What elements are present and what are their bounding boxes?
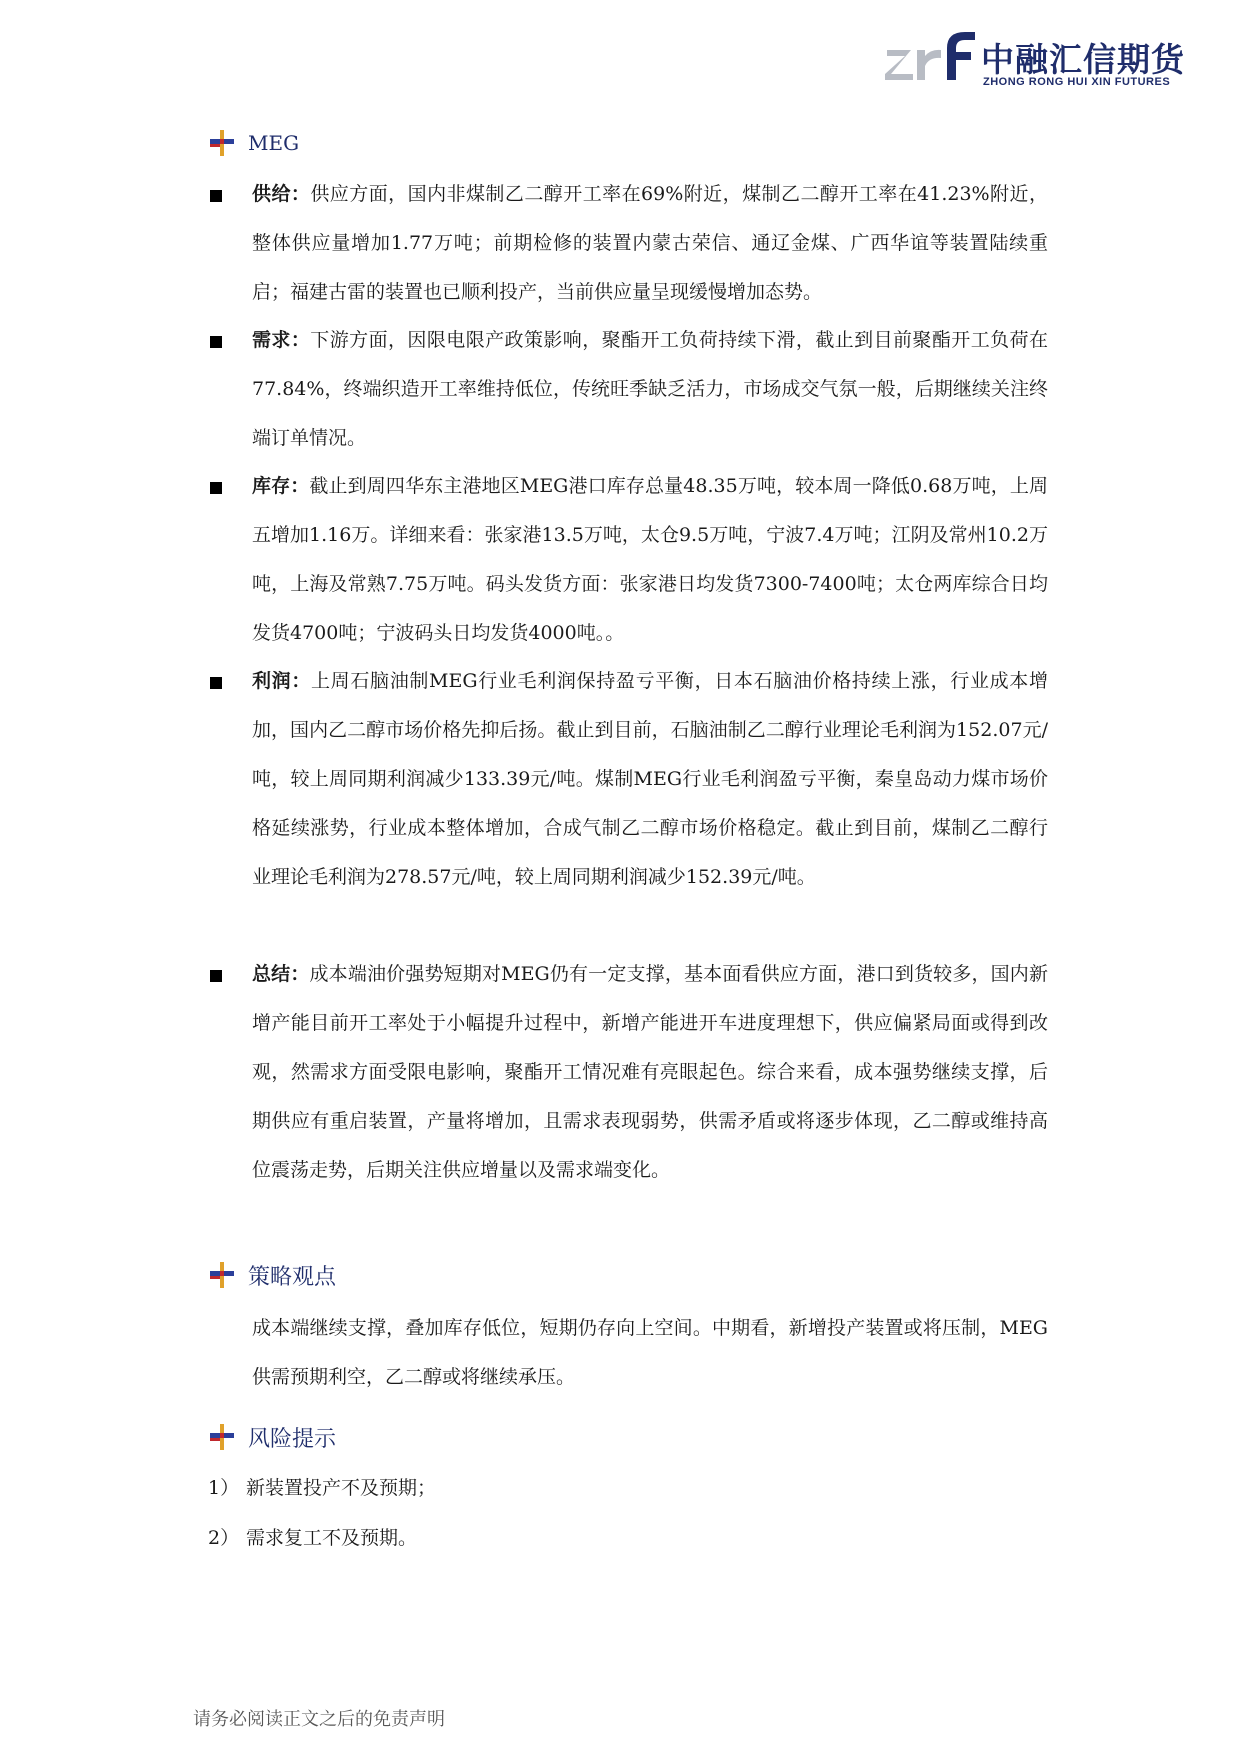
bullet-square-icon — [210, 190, 222, 202]
bullet-supply-paragraph — [252, 170, 1048, 317]
bullet-sep: ： — [290, 963, 310, 985]
bullet-summary-paragraph — [252, 950, 1048, 1195]
logo-mark-icon — [885, 28, 977, 90]
meg-heading-text: MEG — [248, 131, 300, 155]
section-marker-icon — [208, 1422, 236, 1452]
bullet-square-icon — [210, 677, 222, 689]
risk-item-1 — [208, 1473, 436, 1503]
bullet-label: 库存 — [252, 475, 291, 497]
meg-heading — [208, 126, 299, 160]
bullet-text: 下游方面，因限电限产政策影响，聚酯开工负荷持续下滑，截止到目前聚酯开工负荷在77.84%，终端织造开工率维持低位，传统旺季缺乏活力，市场成交气氛一般，后期继续关注终端订单情况。 — [252, 329, 1048, 449]
risk-item-number: 1） — [208, 1477, 240, 1499]
disclaimer-footer: 请务必阅读正文之后的免责声明 — [193, 1709, 445, 1730]
bullet-text: 截止到周四华东主港地区MEG港口库存总量48.35万吨，较本周一降低0.68万吨，上周五增加1.16万。详细来看：张家港13.5万吨，太仓9.5万吨，宁波7.4万吨；江阴及常州10.2万吨，上海及常熟7.75万吨。码头发货方面：张家港日均发货7300-7400吨；太仓两库综合日均发货4700吨；宁波码头日均发货4000吨。。 — [252, 475, 1048, 644]
risk-item-text: 新装置投产不及预期； — [246, 1477, 437, 1499]
logo-chinese-name: 中融汇信期货 — [981, 40, 1185, 79]
risk-heading-text: 风险提示 — [248, 1426, 337, 1452]
company-logo — [885, 28, 1185, 90]
bullet-demand-paragraph — [252, 316, 1048, 463]
risk-heading — [208, 1420, 336, 1454]
bullet-label: 总结 — [252, 963, 291, 985]
risk-item-number: 2） — [208, 1527, 240, 1549]
bullet-text: 供应方面，国内非煤制乙二醇开工率在69%附近，煤制乙二醇开工率在41.23%附近，整体供应量增加1.77万吨；前期检修的装置内蒙古荣信、通辽金煤、广西华谊等装置陆续重启；福建古雷的装置也已顺利投产，当前供应量呈现缓慢增加态势。 — [252, 183, 1048, 303]
bullet-text: 上周石脑油制MEG行业毛利润保持盈亏平衡，日本石脑油价格持续上涨，行业成本增加，国内乙二醇市场价格先抑后扬。截止到目前，石脑油制乙二醇行业理论毛利润为152.07元/吨，较上周同期利润减少133.39元/吨。煤制MEG行业毛利润盈亏平衡，秦皇岛动力煤市场价格延续涨势，行业成本整体增加，合成气制乙二醇市场价格稳定。截止到目前，煤制乙二醇行业理论毛利润为278.57元/吨，较上周同期利润减少152.39元/吨。 — [252, 670, 1048, 888]
bullet-sep: ： — [291, 670, 312, 692]
strategy-paragraph: 成本端继续支撑，叠加库存低位，短期仍存向上空间。中期看，新增投产装置或将压制，MEG供需预期利空，乙二醇或将继续承压。 — [252, 1317, 1048, 1388]
bullet-label: 供给 — [252, 183, 291, 205]
bullet-label: 利润 — [252, 670, 292, 692]
bullet-sep: ： — [290, 183, 311, 205]
bullet-label: 需求 — [252, 329, 291, 351]
bullet-text: 成本端油价强势短期对MEG仍有一定支撑，基本面看供应方面，港口到货较多，国内新增产能目前开工率处于小幅提升过程中，新增产能进开车进度理想下，供应偏紧局面或得到改观，然需求方面受限电影响，聚酯开工情况难有亮眼起色。综合来看，成本强势继续支撑，后期供应有重启装置，产量将增加，且需求表现弱势，供需矛盾或将逐步体现，乙二醇或维持高位震荡走势，后期关注供应增量以及需求端变化。 — [252, 963, 1048, 1181]
logo-english-name: ZHONG RONG HUI XIN FUTURES — [983, 76, 1171, 88]
strategy-heading — [208, 1258, 336, 1292]
bullet-square-icon — [210, 336, 222, 348]
bullet-square-icon — [210, 482, 222, 494]
bullet-inventory-paragraph — [252, 462, 1048, 658]
bullet-sep: ： — [290, 475, 310, 497]
risk-item-2 — [208, 1523, 417, 1553]
bullet-profit-paragraph — [252, 657, 1048, 902]
bullet-sep: ： — [290, 329, 311, 351]
strategy-heading-text: 策略观点 — [248, 1264, 337, 1290]
risk-item-text: 需求复工不及预期。 — [246, 1527, 418, 1549]
section-marker-icon — [208, 1260, 236, 1290]
bullet-square-icon — [210, 970, 222, 982]
section-marker-icon — [208, 128, 236, 158]
